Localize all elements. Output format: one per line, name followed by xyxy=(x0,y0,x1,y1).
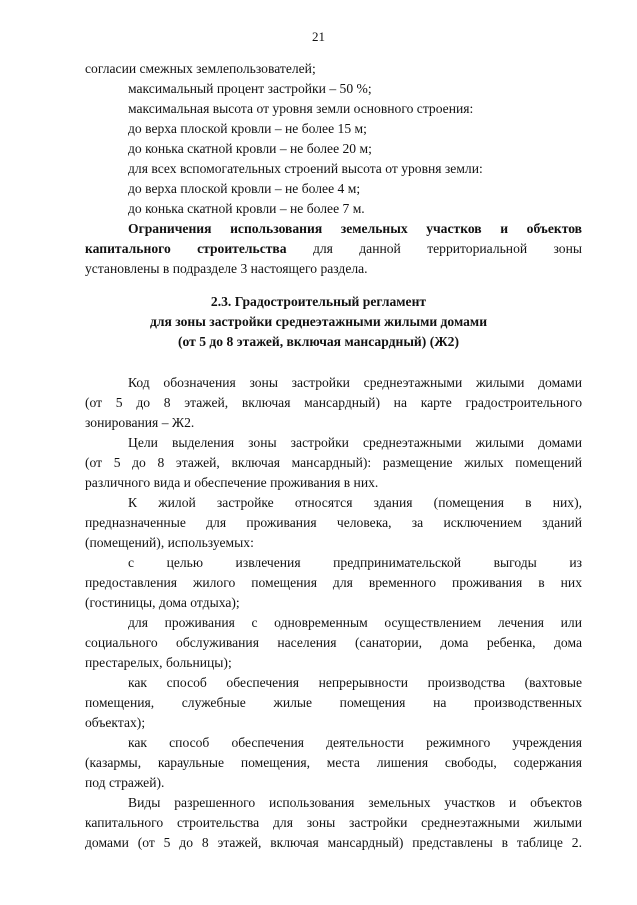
paragraph-line: с целью извлечения предпринимательской выгоды из xyxy=(128,555,582,570)
paragraph-line: Код обозначения зоны застройки среднеэтажными жилыми домами xyxy=(128,375,582,390)
paragraph-line: для проживания с одновременным осуществлением лечения или xyxy=(128,615,582,630)
section-heading: для зоны застройки среднеэтажными жилыми домами xyxy=(149,314,488,329)
paragraph-line: Виды разрешенного использования земельных участков и объектов xyxy=(128,795,582,810)
restrictions-bold-fragment: капитального строительства xyxy=(85,241,287,256)
section-heading: (от 5 до 8 этажей, включая мансардный) (Ж2) xyxy=(178,334,459,349)
restrictions-line xyxy=(85,240,582,258)
intro-line: до верха плоской кровли – не более 4 м; xyxy=(128,181,361,196)
paragraph-line: социального обслуживания населения (санатории, дома ребенка, дома xyxy=(85,635,582,650)
paragraph-line: как способ обеспечения деятельности режимного учреждения xyxy=(128,735,582,750)
page-number: 21 xyxy=(312,29,325,44)
intro-line: до верха плоской кровли – не более 15 м; xyxy=(128,121,367,136)
restrictions-line: установлены в подразделе 3 настоящего раздела. xyxy=(85,261,368,276)
paragraph-line: помещения, служебные жилые помещения на производственных xyxy=(85,695,582,710)
intro-line: согласии смежных землепользователей; xyxy=(85,61,316,76)
paragraph-line: зонирования – Ж2. xyxy=(85,415,195,430)
paragraph-line: престарелых, больницы); xyxy=(85,655,232,670)
paragraph-line: как способ обеспечения непрерывности производства (вахтовые xyxy=(128,675,582,690)
intro-line: максимальная высота от уровня земли основного строения: xyxy=(128,101,474,116)
paragraph-line: К жилой застройке относятся здания (помещения в них), xyxy=(128,495,582,510)
paragraph-line: предназначенные для проживания человека, за исключением зданий xyxy=(85,515,582,530)
section-heading: 2.3. Градостроительный регламент xyxy=(210,294,427,309)
restrictions-line: Ограничения использования земельных участков и объектов xyxy=(128,221,582,236)
paragraph-line: (от 5 до 8 этажей, включая мансардный) на карте градостроительного xyxy=(85,395,582,410)
paragraph-line: домами (от 5 до 8 этажей, включая мансардный) представлены в таблице 2. xyxy=(85,835,582,850)
paragraph-line: различного вида и обеспечение проживания в них. xyxy=(85,475,379,490)
paragraph-line: капитального строительства для зоны застройки среднеэтажными жилыми xyxy=(85,815,582,830)
intro-line: максимальный процент застройки – 50 %; xyxy=(128,81,372,96)
paragraph-line: (помещений), используемых: xyxy=(85,535,254,550)
paragraph-line: (от 5 до 8 этажей, включая мансардный): размещение жилых помещений xyxy=(85,455,582,470)
paragraph-line: Цели выделения зоны застройки среднеэтажными жилыми домами xyxy=(128,435,582,450)
intro-line: до конька скатной кровли – не более 7 м. xyxy=(128,201,365,216)
intro-line: до конька скатной кровли – не более 20 м; xyxy=(128,141,372,156)
intro-line: для всех вспомогательных строений высота от уровня земли: xyxy=(128,161,483,176)
paragraph-line: (казармы, караульные помещения, места лишения свободы, содержания xyxy=(85,755,582,770)
paragraph-line: под стражей). xyxy=(85,775,165,790)
paragraph-line: (гостиницы, дома отдыха); xyxy=(85,595,240,610)
paragraph-line: объектах); xyxy=(85,715,146,730)
restrictions-regular-fragment: для данной территориальной зоны xyxy=(312,241,583,256)
paragraph-line: предоставления жилого помещения для временного проживания в них xyxy=(85,575,582,590)
